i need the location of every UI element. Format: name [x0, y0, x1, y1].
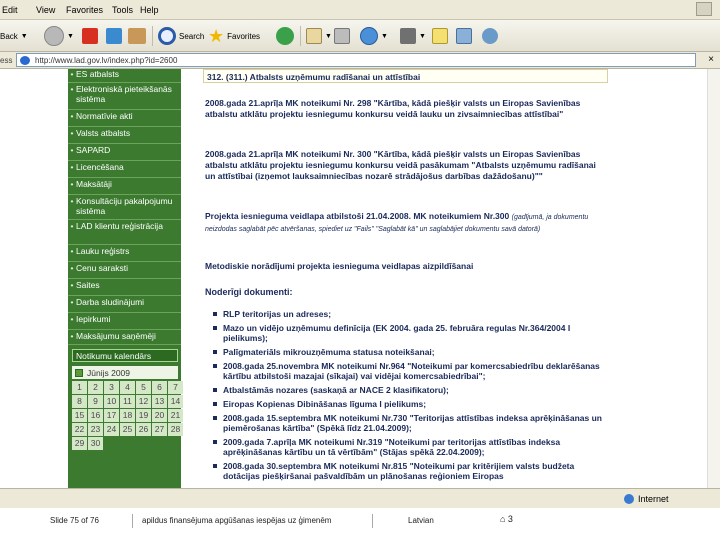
address-label: ess [0, 56, 13, 65]
bullet-icon: • [70, 128, 74, 138]
bullet-icon: • [70, 314, 74, 324]
list-item[interactable]: 2008.gada 15.septembra MK noteikumi Nr.730 "Teritorijas attīstības indeksa aprēķināšanas un piemērošanas kārtība" (Spēkā līdz 21.04.2009); [213, 413, 611, 433]
calendar-day[interactable]: 14 [168, 395, 183, 408]
calendar-day[interactable]: 18 [120, 409, 135, 422]
toolbar-separator [300, 26, 301, 46]
forward-arrow-icon [44, 26, 64, 46]
mail-button[interactable] [306, 24, 332, 48]
address-url: http://www.lad.gov.lv/index.php?id=2600 [35, 56, 178, 65]
calendar-day[interactable]: 29 [72, 437, 87, 450]
history-icon [276, 27, 294, 45]
sidebar-item-label: Normatīvie akti [76, 111, 133, 121]
sidebar-item-konsultaciju-sistema[interactable] [68, 196, 181, 220]
mail-icon [306, 28, 322, 44]
calendar-day[interactable]: 8 [72, 395, 87, 408]
sidebar-item-label: Licencēšana [76, 162, 124, 172]
sidebar-item-saites[interactable] [68, 280, 181, 296]
document-link-note: (gadījumā, ja dokumentu neizdodas saglabāt pēc atvēršanas, spiediet uz "Fails" "Saglabāt kā" un saglabājiet dokumentu savā datorā) [205, 214, 589, 233]
forward-button[interactable] [44, 24, 74, 48]
pointer-indicator: ⌂ 3 [500, 514, 513, 524]
design-template-name: apildus finansējuma apgūšanas iespējas uz ģimenēm [142, 516, 332, 525]
calendar-day[interactable]: 19 [136, 409, 151, 422]
calendar-day[interactable]: 7 [168, 381, 183, 394]
refresh-button[interactable] [106, 24, 122, 48]
search-label: Search [179, 31, 205, 41]
contacts-icon [482, 28, 498, 44]
favorites-button[interactable] [208, 24, 260, 48]
menu-tools[interactable]: Tools [112, 5, 134, 15]
menu-help[interactable]: Help [140, 5, 159, 15]
calendar-day[interactable]: 2 [88, 381, 103, 394]
bullet-icon: • [70, 196, 74, 206]
messenger-button[interactable] [360, 24, 388, 48]
bullet-icon: • [70, 221, 74, 231]
document-link-text: 2008.gada 21.aprīļa MK noteikumi Nr. 298 "Kārtība, kādā piešķir valsts un Eiropas Savienības atbalstu atklātu projektu iesniegumu konkursu veidā lauku un zivsaimniecības attīstībai" [205, 98, 581, 119]
sidebar-item-elektroniska-sistema[interactable] [68, 84, 181, 110]
bullet-icon: • [70, 297, 74, 307]
list-item[interactable]: Palīgmateriāls mikrouzņēmuma statusa noteikšanai; [213, 347, 611, 357]
menu-view[interactable]: View [36, 5, 56, 15]
document-link-text: 2008.gada 21.aprīļa MK noteikumi Nr. 300 "Kārtība, kādā piešķir valsts un Eiropas Savienības atbalstu atklātu projektu iesniegumu konkursu veidā pasākumam "Atbalsts uzņēmumu radīšanai un attīstībai (izņemot lauksaimniecības nozarē strādājošus darbības dažādošanu)"" [205, 149, 596, 181]
toolbar-separator [152, 26, 153, 46]
search-button[interactable] [158, 24, 204, 48]
list-item[interactable]: 2008.gada 30.septembra MK noteikumi Nr.815 "Noteikumi par kritērijiem valsts budžeta dotācijas piešķiršanai pašvaldībām un plānošanas reģioniem Eiropas [213, 461, 611, 481]
home-button[interactable] [128, 24, 146, 48]
edit-page-button[interactable] [400, 24, 426, 48]
print-button[interactable] [334, 24, 350, 48]
address-input[interactable] [16, 53, 696, 67]
sidebar-item-label: Elektroniskā pieteikšanās sistēma [76, 84, 172, 104]
calendar-day[interactable]: 15 [72, 409, 87, 422]
calendar-day[interactable]: 26 [136, 423, 151, 436]
calendar-day[interactable]: 25 [120, 423, 135, 436]
chevron-down-icon[interactable]: ▼ [67, 32, 74, 40]
calendar-day[interactable]: 23 [88, 423, 103, 436]
sidebar-item-maksataji[interactable] [68, 179, 181, 195]
calendar-day[interactable]: 20 [152, 409, 167, 422]
calendar-day[interactable]: 1 [72, 381, 87, 394]
bullet-icon: • [70, 280, 74, 290]
sidebar-item-valsts-atbalsts[interactable] [68, 128, 181, 144]
browser-toolbar [0, 20, 720, 52]
list-item[interactable]: Mazo un vidējo uzņēmumu definīcija (EK 2004. gada 25. februāra regulas Nr.364/2004 I pielikums); [213, 323, 611, 343]
refresh-icon [106, 28, 122, 44]
research-icon [456, 28, 472, 44]
sidebar-item-label: Maksājumu saņēmēji [76, 331, 156, 341]
calendar-header: Notikumu kalendārs [72, 349, 178, 362]
contacts-button[interactable] [482, 24, 498, 48]
history-button[interactable] [276, 24, 294, 48]
page-left-gutter [0, 69, 68, 488]
menu-favorites[interactable]: Favorites [66, 5, 104, 15]
document-link[interactable] [205, 211, 605, 235]
sidebar-item-label: Valsts atbalsts [76, 128, 131, 138]
window-close-button[interactable] [696, 2, 712, 16]
document-link-text: Metodiskie norādījumi projekta iesnieguma veidlapas aizpildīšanai [205, 261, 474, 271]
discuss-button[interactable] [432, 24, 448, 48]
favorites-label: Favorites [227, 31, 261, 41]
chevron-down-icon[interactable]: ▼ [325, 32, 332, 40]
documents-list [213, 309, 611, 485]
stop-button[interactable] [82, 24, 98, 48]
calendar-day[interactable]: 6 [152, 381, 167, 394]
sidebar-item-label: Konsultāciju pakalpojumu sistēma [76, 196, 173, 216]
document-link[interactable] [205, 261, 605, 272]
sidebar-item-label: LAD klientu reģistrācija [76, 221, 163, 231]
back-label: Back [0, 31, 18, 41]
sidebar-item-normativie-akti[interactable] [68, 111, 181, 127]
sidebar-item-label: Iepirkumi [76, 314, 111, 324]
sidebar-item-label: Cenu saraksti [76, 263, 128, 273]
list-item[interactable]: 2009.gada 7.aprīļa MK noteikumi Nr.319 "Noteikumi par teritorijas attīstības indeksa aprēķināšanas kārtību un tā vērtībām" (Stājas spēkā 22.04.2009); [213, 437, 611, 457]
sidebar-item-licencesana[interactable] [68, 162, 181, 178]
vertical-scrollbar[interactable] [707, 69, 720, 488]
calendar-day[interactable]: 3 [104, 381, 119, 394]
sidebar-item-cenu-saraksti[interactable] [68, 263, 181, 279]
bullet-icon: • [70, 331, 74, 341]
chevron-down-icon[interactable]: ▼ [20, 32, 28, 40]
home-icon [128, 28, 146, 44]
list-item[interactable]: RLP teritorijas un adreses; [213, 309, 611, 319]
chevron-down-icon[interactable]: ▼ [419, 32, 426, 40]
calendar-day[interactable]: 17 [104, 409, 119, 422]
calendar-day[interactable]: 12 [136, 395, 151, 408]
stop-icon [82, 28, 98, 44]
calendar-day[interactable]: 24 [104, 423, 119, 436]
security-zone [624, 494, 669, 504]
list-item[interactable]: Atbalstāmās nozares (saskaņā ar NACE 2 klasifikatoru); [213, 385, 611, 395]
calendar-day[interactable]: 11 [120, 395, 135, 408]
address-bar [0, 52, 720, 69]
sidebar-item-sapard[interactable] [68, 145, 181, 161]
globe-icon [624, 494, 634, 504]
ie-page-icon [20, 56, 30, 65]
search-icon [158, 27, 176, 45]
page-title: 312. (311.) Atbalsts uzņēmumu radīšanai un attīstībai [203, 69, 608, 83]
sidebar-item-maksajumu-sanemeji[interactable] [68, 331, 181, 345]
document-link[interactable] [205, 98, 605, 120]
back-button[interactable] [0, 24, 28, 48]
calendar-day[interactable]: 10 [104, 395, 119, 408]
sidebar-item-lad-klientu-registracija[interactable] [68, 221, 181, 245]
chevron-down-icon[interactable]: ▼ [381, 32, 388, 40]
calendar-day[interactable]: 28 [168, 423, 183, 436]
calendar-day[interactable]: 27 [152, 423, 167, 436]
calendar-day[interactable]: 30 [88, 437, 103, 450]
sidebar-item-label: Darba sludinājumi [76, 297, 145, 307]
sidebar-item-es-atbalsts[interactable] [68, 69, 181, 83]
print-icon [334, 28, 350, 44]
calendar-day[interactable]: 22 [72, 423, 87, 436]
bullet-icon: • [70, 145, 74, 155]
calendar-month-label: Jūnijs 2009 [87, 367, 131, 378]
calendar-icon [75, 369, 83, 377]
bullet-icon: • [70, 84, 74, 94]
document-link-text: Projekta iesnieguma veidlapa atbilstoši 21.04.2008. MK noteikumiem Nr.300 [205, 211, 510, 221]
messenger-icon [360, 27, 378, 45]
calendar-day[interactable]: 16 [88, 409, 103, 422]
sidebar-item-label: Lauku reģistrs [76, 246, 130, 256]
section-heading: Noderīgi dokumenti: [205, 287, 293, 297]
status-separator [372, 514, 373, 528]
language-indicator: Latvian [408, 516, 434, 525]
menu-edit[interactable]: Edit [2, 5, 18, 15]
web-page [0, 69, 720, 488]
presentation-status-bar [0, 508, 720, 540]
sidebar-item-label: ES atbalsts [76, 69, 119, 79]
bullet-icon: • [70, 69, 74, 79]
sidebar-item-label: Maksātāji [76, 179, 112, 189]
calendar-month[interactable] [72, 366, 178, 379]
calendar-day[interactable]: 4 [120, 381, 135, 394]
list-item[interactable]: Eiropas Kopienas Dibināšanas līguma I pielikums; [213, 399, 611, 409]
calendar-day[interactable]: 21 [168, 409, 183, 422]
sidebar-item-label: SAPARD [76, 145, 111, 155]
sidebar-item-lauku-registrs[interactable] [68, 246, 181, 262]
bullet-icon: • [70, 246, 74, 256]
security-zone-label: Internet [638, 494, 669, 504]
address-close-button[interactable]: × [708, 54, 714, 65]
sidebar-item-label: Saites [76, 280, 100, 290]
calendar-day[interactable]: 9 [88, 395, 103, 408]
document-link[interactable] [205, 149, 605, 182]
research-button[interactable] [456, 24, 472, 48]
calendar-day[interactable]: 13 [152, 395, 167, 408]
list-item[interactable]: 2008.gada 25.novembra MK noteikumi Nr.964 "Noteikumi par komercsabiedrību deklarēšanas kārtību atbilstoši mazajai (sīkajai) vai vidējai komercsabiedrībai"; [213, 361, 611, 381]
main-content [203, 69, 608, 488]
edit-icon [400, 28, 416, 44]
bullet-icon: • [70, 263, 74, 273]
browser-status-bar [0, 488, 720, 508]
note-icon [432, 28, 448, 44]
sidebar-item-iepirkumi[interactable] [68, 314, 181, 330]
menu-bar [0, 0, 720, 20]
star-icon: ★ [208, 26, 225, 46]
bullet-icon: • [70, 179, 74, 189]
sidebar-item-darba-sludinajumi[interactable] [68, 297, 181, 313]
bullet-icon: • [70, 111, 74, 121]
calendar-day[interactable]: 5 [136, 381, 151, 394]
calendar-grid [72, 381, 181, 450]
status-separator [132, 514, 133, 528]
slide-counter: Slide 75 of 76 [50, 516, 99, 525]
bullet-icon: • [70, 162, 74, 172]
